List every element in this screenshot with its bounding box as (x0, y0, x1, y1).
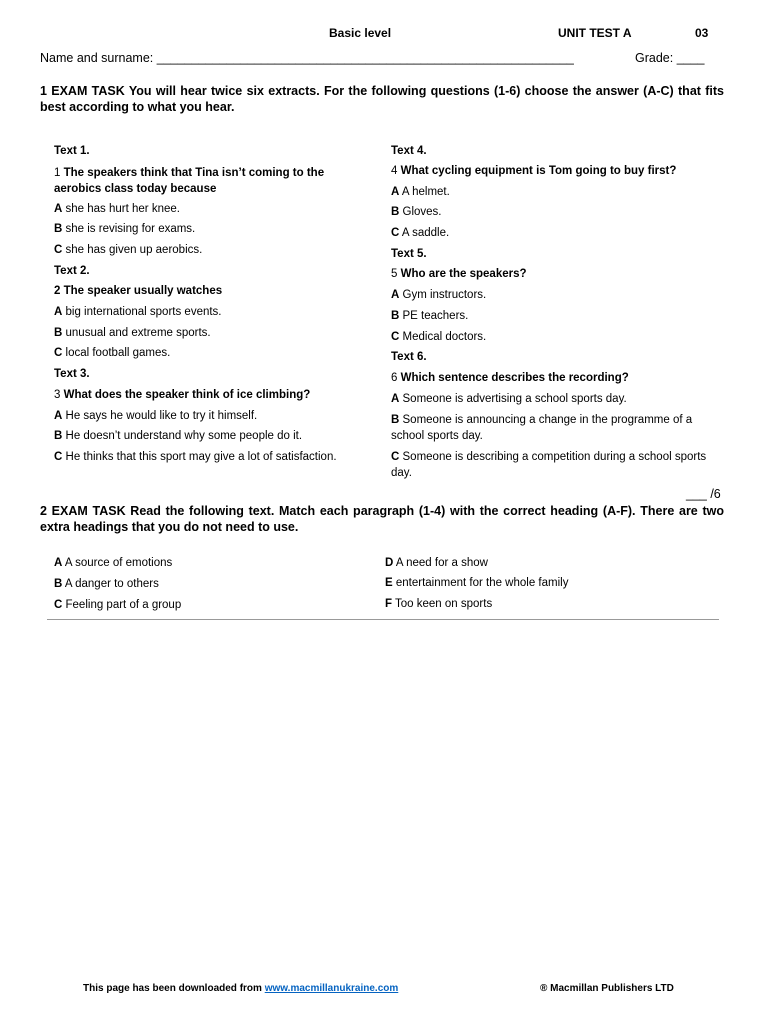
q4-option-a[interactable] (391, 185, 450, 200)
text5-label: Text 5. (391, 248, 427, 260)
q5-option-c-text: Medical doctors. (402, 331, 487, 343)
task2-heading: 2 EXAM TASK Read the following text. Match each paragraph (1-4) with the correct heading (A-F). There are two extra headings that you do not need to use. (40, 504, 724, 534)
q4-option-a-text: A helmet. (401, 186, 450, 198)
section-divider (47, 619, 719, 620)
q3-option-c-letter: C (54, 451, 63, 463)
q4-option-b[interactable] (391, 205, 442, 220)
task1-score: ___ /6 (686, 487, 721, 501)
q2-option-a-letter: A (54, 306, 63, 318)
q6-option-c-letter: C (391, 451, 400, 463)
q1-option-c-letter: C (54, 244, 63, 256)
question-6-number: 6 (391, 372, 398, 384)
text2-label: Text 2. (54, 265, 90, 277)
question-4-number: 4 (391, 165, 398, 177)
text6-label: Text 6. (391, 351, 427, 363)
macmillan-link[interactable]: www.macmillanukraine.com (264, 983, 399, 994)
heading-d-letter: D (385, 557, 394, 569)
q1-option-c-text: she has given up aerobics. (65, 244, 203, 256)
name-label: Name and surname: (40, 51, 154, 65)
q6-option-c-text: Someone is describing a competition during a school sports day. (391, 451, 707, 479)
heading-option-e (385, 576, 568, 591)
q1-option-a[interactable] (54, 202, 180, 217)
q1-option-a-letter: A (54, 203, 63, 215)
heading-c-letter: C (54, 599, 63, 611)
q4-option-b-text: Gloves. (402, 206, 442, 218)
q4-option-a-letter: A (391, 186, 400, 198)
heading-e-letter: E (385, 577, 393, 589)
q1-option-b[interactable] (54, 222, 195, 237)
heading-option-d (385, 556, 488, 571)
heading-option-b (54, 577, 159, 592)
question-3 (54, 388, 310, 403)
q6-option-a[interactable] (391, 392, 627, 407)
q3-option-a[interactable] (54, 409, 257, 424)
q6-option-c[interactable] (391, 449, 709, 481)
q2-option-b-letter: B (54, 327, 63, 339)
question-1-number: 1 (54, 167, 61, 179)
q2-option-c[interactable] (54, 346, 170, 361)
q4-option-c-letter: C (391, 227, 400, 239)
grade-label: Grade: (635, 51, 674, 65)
unit-test-label: UNIT TEST A (558, 26, 632, 40)
q1-option-b-letter: B (54, 223, 63, 235)
heading-a-text: A source of emotions (64, 557, 173, 569)
question-4-text: What cycling equipment is Tom going to buy first? (400, 165, 677, 177)
name-surname-field[interactable] (40, 51, 574, 65)
text3-label: Text 3. (54, 368, 90, 380)
footer-downloaded-text: This page has been downloaded from (83, 983, 262, 994)
question-1 (54, 165, 354, 197)
q5-option-c[interactable] (391, 330, 486, 345)
q5-option-c-letter: C (391, 331, 400, 343)
question-6 (391, 371, 629, 386)
heading-e-text: entertainment for the whole family (395, 577, 569, 589)
unit-number: 03 (695, 26, 709, 40)
q5-option-a-text: Gym instructors. (402, 289, 487, 301)
q6-option-b-letter: B (391, 414, 400, 426)
q4-option-c[interactable] (391, 226, 449, 241)
q1-option-b-text: she is revising for exams. (65, 223, 196, 235)
q2-option-c-letter: C (54, 347, 63, 359)
heading-f-letter: F (385, 598, 393, 610)
q2-option-b-text: unusual and extreme sports. (65, 327, 211, 339)
q6-option-a-text: Someone is advertising a school sports day. (402, 393, 627, 405)
heading-a-letter: A (54, 557, 63, 569)
q4-option-b-letter: B (391, 206, 400, 218)
q5-option-a-letter: A (391, 289, 400, 301)
heading-option-f (385, 597, 492, 612)
heading-option-a (54, 556, 172, 571)
text4-label: Text 4. (391, 145, 427, 157)
q3-option-c[interactable] (54, 450, 337, 465)
name-blank: ____________________________________________________________ (156, 51, 574, 65)
question-6-text: Which sentence describes the recording? (400, 372, 629, 384)
heading-f-text: Too keen on sports (395, 598, 493, 610)
heading-option-c (54, 598, 181, 613)
question-5 (391, 267, 527, 282)
q6-option-b-text: Someone is announcing a change in the programme of a school sports day. (391, 414, 693, 442)
q3-option-b-text: He doesn’t understand why some people do it. (65, 430, 303, 442)
question-1-text: The speakers think that Tina isn’t coming to the aerobics class today because (54, 167, 325, 195)
question-5-number: 5 (391, 268, 398, 280)
level-label: Basic level (329, 26, 392, 40)
question-3-number: 3 (54, 389, 61, 401)
q5-option-a[interactable] (391, 288, 486, 303)
q4-option-c-text: A saddle. (401, 227, 450, 239)
grade-field[interactable] (635, 51, 705, 65)
heading-b-letter: B (54, 578, 63, 590)
q3-option-a-text: He says he would like to try it himself. (65, 410, 258, 422)
q3-option-c-text: He thinks that this sport may give a lot of satisfaction. (65, 451, 337, 463)
task1-heading: 1 EXAM TASK You will hear twice six extracts. For the following questions (1-6) choose the answer (A-C) that fits best according to what you hear. (40, 84, 724, 114)
q2-option-a[interactable] (54, 305, 222, 320)
q5-option-b[interactable] (391, 309, 468, 324)
q2-option-b[interactable] (54, 326, 211, 341)
text1-label: Text 1. (54, 145, 90, 157)
heading-c-text: Feeling part of a group (65, 599, 182, 611)
question-2-text: 2 The speaker usually watches (54, 285, 223, 297)
question-3-text: What does the speaker think of ice climbing? (63, 389, 311, 401)
q1-option-c[interactable] (54, 243, 202, 258)
question-5-text: Who are the speakers? (400, 268, 527, 280)
q6-option-a-letter: A (391, 393, 400, 405)
q2-option-c-text: local football games. (65, 347, 171, 359)
heading-b-text: A danger to others (64, 578, 159, 590)
q1-option-a-text: she has hurt her knee. (65, 203, 180, 215)
q5-option-b-text: PE teachers. (402, 310, 469, 322)
footer-copyright: ® Macmillan Publishers LTD (540, 983, 674, 994)
heading-d-text: A need for a show (395, 557, 488, 569)
q3-option-b-letter: B (54, 430, 63, 442)
q3-option-a-letter: A (54, 410, 63, 422)
q2-option-a-text: big international sports events. (65, 306, 222, 318)
grade-blank: ____ (676, 51, 705, 65)
q6-option-b[interactable] (391, 412, 709, 444)
question-4 (391, 164, 676, 179)
q5-option-b-letter: B (391, 310, 400, 322)
q3-option-b[interactable] (54, 429, 302, 444)
footer-download-note (83, 983, 398, 994)
